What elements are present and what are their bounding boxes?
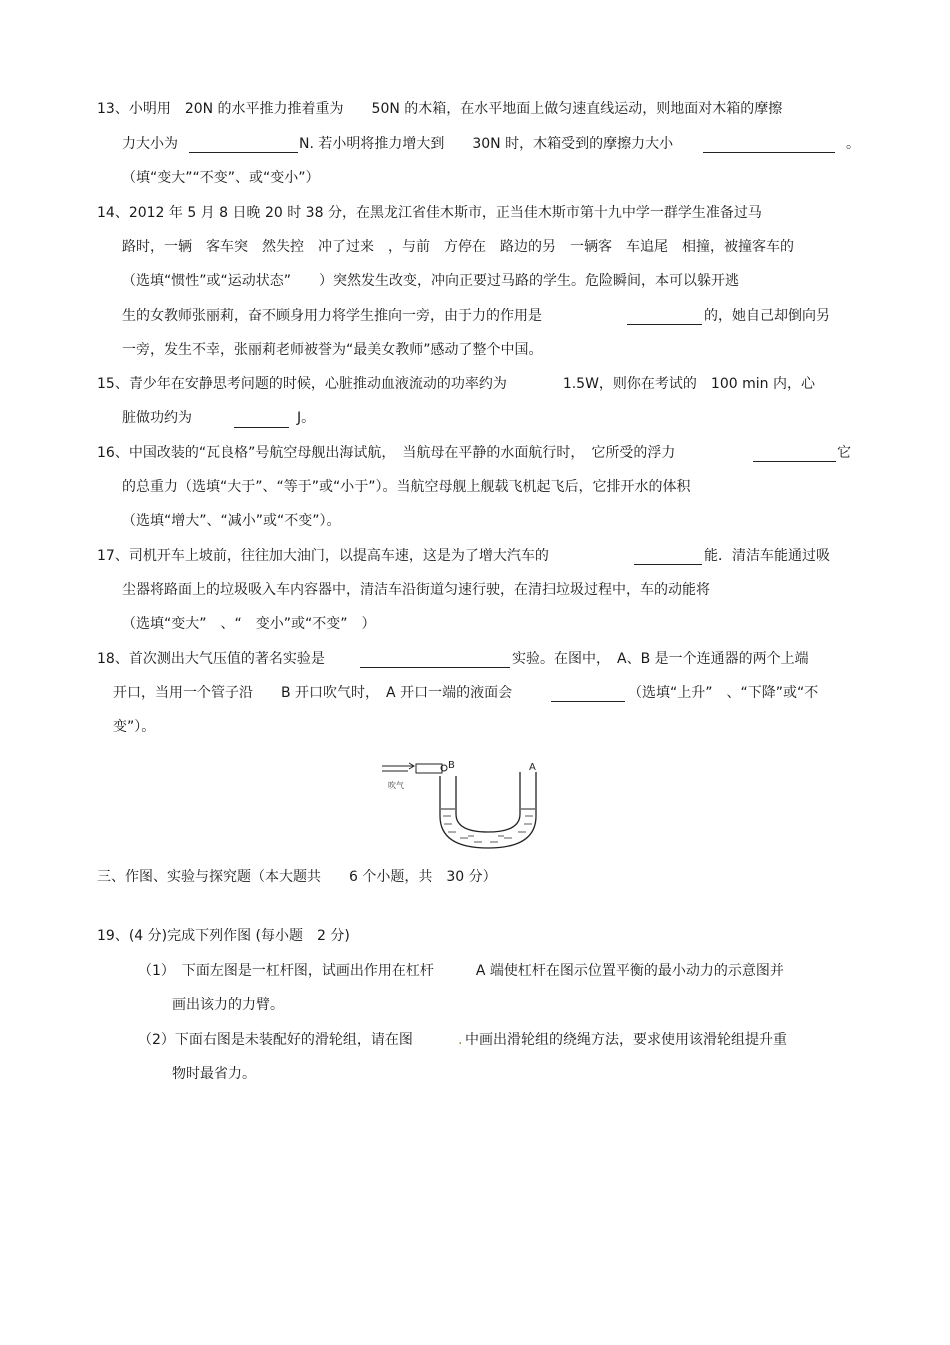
q18-blank-2 xyxy=(551,701,625,702)
q16-line-1b: 它 xyxy=(837,445,851,461)
q18-blank-1 xyxy=(360,667,510,668)
q14-line-4a: 生的女教师张丽莉，奋不顾身用力将学生推向一旁，由于力的作用是 xyxy=(122,308,542,324)
connected-vessel-diagram xyxy=(378,754,558,854)
q18-line-1a: 18、首次测出大气压值的著名实验是 xyxy=(97,651,325,667)
label-blow: 吹气 xyxy=(388,781,404,790)
q13-line-2b: N. 若小明将推力增大到 30N 时，木箱受到的摩擦力大小 xyxy=(299,136,674,152)
q19-title: 19、(4 分)完成下列作图 (每小题 2 分) xyxy=(97,928,350,944)
q18-line-3: 变”）。 xyxy=(113,719,156,735)
q13-blank-2 xyxy=(703,152,835,153)
q15-blank xyxy=(234,427,289,428)
u-tube-inner xyxy=(456,772,520,832)
q14-line-2: 路时，一辆 客车突 然失控 冲了过来 ，与前 方停在 路边的另 一辆客 车追尾 相撞，被撞客车的 xyxy=(122,239,794,255)
q13-line-1: 13、小明用 20N 的水平推力推着重为 50N 的木箱，在水平地面上做匀速直线运动，则地面对木箱的摩擦 xyxy=(97,101,783,117)
u-tube-outer xyxy=(440,772,536,848)
q19-sub1-line-2: 画出该力的力臂。 xyxy=(172,997,284,1013)
q19-sub2-line-2: 物时最省力。 xyxy=(172,1066,256,1082)
q17-line-1a: 17、司机开车上坡前，往往加大油门，以提高车速，这是为了增大汽车的 xyxy=(97,548,549,564)
q13-line-2c: 。 xyxy=(846,136,860,152)
q14-line-4b: 的，她自己却倒向另 xyxy=(704,308,830,324)
label-b: B xyxy=(448,760,455,771)
q14-blank xyxy=(627,324,702,325)
blow-tube xyxy=(416,764,442,773)
q18-line-1b: 实验。在图中， A、B 是一个连通器的两个上端 xyxy=(512,651,809,667)
q19-sub2-dot: . xyxy=(458,1032,463,1048)
q15-line-1: 15、青少年在安静思考问题的时候，心脏推动血液流动的功率约为 1.5W，则你在考试的 100 min 内，心 xyxy=(97,376,815,392)
q13-line-3: （填“变大”“不变”、或“变小”） xyxy=(122,170,320,186)
q13-blank-1 xyxy=(189,152,298,153)
q19-sub1-line-1: （1） 下面左图是一杠杆图，试画出作用在杠杆 A 端使杠杆在图示位置平衡的最小动力的示意图并 xyxy=(138,963,784,979)
q17-line-2: 尘器将路面上的垃圾吸入车内容器中，清洁车沿街道匀速行驶，在清扫垃圾过程中，车的动能将 xyxy=(122,582,710,598)
q14-line-5: 一旁，发生不幸，张丽莉老师被誉为“最美女教师”感动了整个中国。 xyxy=(122,342,543,358)
q17-line-1b: 能．清洁车能通过吸 xyxy=(704,548,830,564)
q17-line-3: （选填“变大” 、“ 变小”或“不变” ） xyxy=(122,616,376,632)
q18-line-2a: 开口，当用一个管子沿 B 开口吹气时， A 开口一端的液面会 xyxy=(113,685,513,701)
q14-line-1: 14、2012 年 5 月 8 日晚 20 时 38 分，在黑龙江省佳木斯市，正当佳木斯市第十九中学一群学生准备过马 xyxy=(97,205,762,221)
q15-line-2b: J。 xyxy=(297,410,316,426)
q19-sub2-line-1b: 中画出滑轮组的绕绳方法，要求使用该滑轮组提升重 xyxy=(465,1032,787,1048)
q16-line-1a: 16、中国改装的“瓦良格”号航空母舰出海试航， 当航母在平静的水面航行时， 它所受的浮力 xyxy=(97,445,676,461)
q16-blank xyxy=(753,461,836,462)
label-a: A xyxy=(529,762,536,773)
q15-line-2a: 脏做功约为 xyxy=(122,410,192,426)
q13-line-2a: 力大小为 xyxy=(122,136,178,152)
q16-line-2: 的总重力（选填“大于”、“等于”或“小于”）。当航空母舰上舰载飞机起飞后，它排开水的体积 xyxy=(122,479,691,495)
q18-line-2b: （选填“上升” 、“下降”或“不 xyxy=(628,685,819,701)
q14-line-3: （选填“惯性”或“运动状态” ）突然发生改变，冲向正要过马路的学生。危险瞬间，本可以躲开逃 xyxy=(122,273,740,289)
q17-blank xyxy=(634,564,702,565)
q16-line-3: （选填“增大”、“减小”或“不变”）。 xyxy=(122,513,341,529)
section-3-heading: 三、作图、实验与探究题（本大题共 6 个小题，共 30 分） xyxy=(97,869,497,885)
q19-sub2-line-1a: （2）下面右图是未装配好的滑轮组，请在图 xyxy=(138,1032,413,1048)
